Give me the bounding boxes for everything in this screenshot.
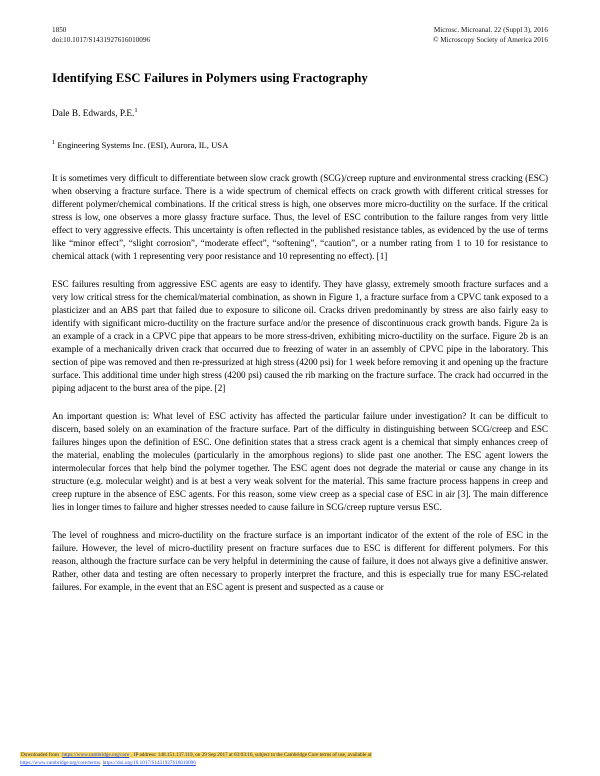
affiliation-text: Engineering Systems Inc. (ESI), Aurora, IL, USA <box>57 140 229 151</box>
affiliation-line <box>52 139 548 150</box>
footer-separator: . <box>99 760 103 767</box>
page-number: 1850 <box>52 26 67 34</box>
footer-download-suffix: . IP address: 148.151.137.119, on 29 Sep 2017 at 03:03:16, subject to the Cambridge Core terms of use, available at <box>131 752 372 759</box>
author-line <box>52 107 548 119</box>
body-paragraph: An important question is: What level of ESC activity has affected the particular failure under investigation? It can be difficult to discern, based solely on an examination of the fracture surface. Part of the difficulty in distinguishing between SCG/creep and ESC failures hinges upon the definition of ESC. One definition states that a stress crack agent is a chemical that simply enhances creep of the material, enabling the molecules (particularly in the amorphous regions) to slide past one another. The ESC agent lowers the intermolecular forces that help bind the polymer together. The ESC agent does not degrade the material or cause any change in its structure (e.g. molecular weight) and is at best a very weak solvent for the material. This same fracture process happens in creep and creep rupture in the absence of ESC agents. For this reason, some view creep as a special case of ESC in air [3]. The main difference lies in longer times to failure and higher stresses needed to cause failure in SCG/creep rupture versus ESC. <box>52 411 548 513</box>
download-footer <box>20 752 580 768</box>
author-name: Dale B. Edwards, P.E. <box>52 109 135 120</box>
affiliation-marker: 1 <box>52 139 56 147</box>
author-affiliation-marker: 1 <box>134 107 138 115</box>
footer-line-2 <box>20 760 580 768</box>
doi-line: doi:10.1017/S1431927616010096 <box>52 35 151 44</box>
footer-doi-link[interactable]: https://doi.org/10.1017/S1431927616010096 <box>102 760 196 767</box>
body-paragraph: The level of roughness and micro-ductility on the fracture surface is an important indicator of the extent of the role of ESC in the failure. However, the level of micro-ductility present on fracture surfaces due to ESC is different for different polymers. For this reason, although the fracture surface can be very helpful in determining the cause of failure, it does not always give a definitive answer. Rather, other data and testing are often necessary to properly interpret the fracture, and this is especially true for many ESC-related failures. For example, in the event that an ESC agent is present and suspected as a cause or <box>52 530 548 593</box>
page-title: Identifying ESC Failures in Polymers using Fractography <box>52 71 368 86</box>
footer-core-link[interactable]: https://www.cambridge.org/core <box>62 752 130 759</box>
footer-terms-link[interactable]: https://www.cambridge.org/core/terms <box>20 760 100 767</box>
page-header <box>52 26 548 45</box>
body-paragraph: ESC failures resulting from aggressive ESC agents are easy to identify. They have glassy, extremely smooth fracture surfaces and a very low critical stress for the chemical/material combination, as shown in Figure 1, a fracture surface from a CPVC tank exposed to a plasticizer and an ABS part that failed due to exposure to silicone oil. Cracks driven predominantly by stress are also fairly easy to identify with significant micro-ductility on the fracture surface and/or the presence of discontinuous crack growth bands. Figure 2a is an example of a crack in a CPVC pipe that appears to be more stress-driven, exhibiting micro-ductility on the surface. Figure 2b is an example of a mechanically driven crack that occurred due to freezing of water in an assembly of CPVC pipe in the laboratory. This section of pipe was removed and then re-pressurized at high stress (4200 psi) for 1 week before removing it and opening up the fracture surface. This additional time under high stress (4200 psi) caused the rib marking on the fracture surface. The crack had occurred in the piping adjacent to the burst area of the pipe. [2] <box>52 279 548 394</box>
header-right <box>433 26 548 45</box>
copyright-line: © Microscopy Society of America 2016 <box>432 35 548 44</box>
body-paragraph: It is sometimes very difficult to differentiate between slow crack growth (SCG)/creep rupture and environmental stress cracking (ESC) when observing a fracture surface. There is a wide spectrum of chemical effects on crack growth with different critical stresses for different polymer/chemical combinations. If the critical stress is high, one observes more micro-ductility on the surface. If the critical stress is low, one observes a more glassy fracture surface. Thus, the level of ESC contribution to the failure ranges from very little effect to very aggressive effects. This uncertainty is often reflected in the published resistance tables, as evidenced by the use of terms like “minor effect”, “slight corrosion”, “moderate effect”, “softening”, “caution”, or a number rating from 1 to 10 for resistance to chemical attack (with 1 representing very poor resistance and 10 representing no effect). [1] <box>52 173 548 262</box>
footer-download-prefix: Downloaded from <box>21 752 61 759</box>
header-left <box>52 26 150 45</box>
footer-line-1 <box>20 752 580 760</box>
journal-citation: Microsc. Microanal. 22 (Suppl 3), 2016 <box>433 26 548 34</box>
